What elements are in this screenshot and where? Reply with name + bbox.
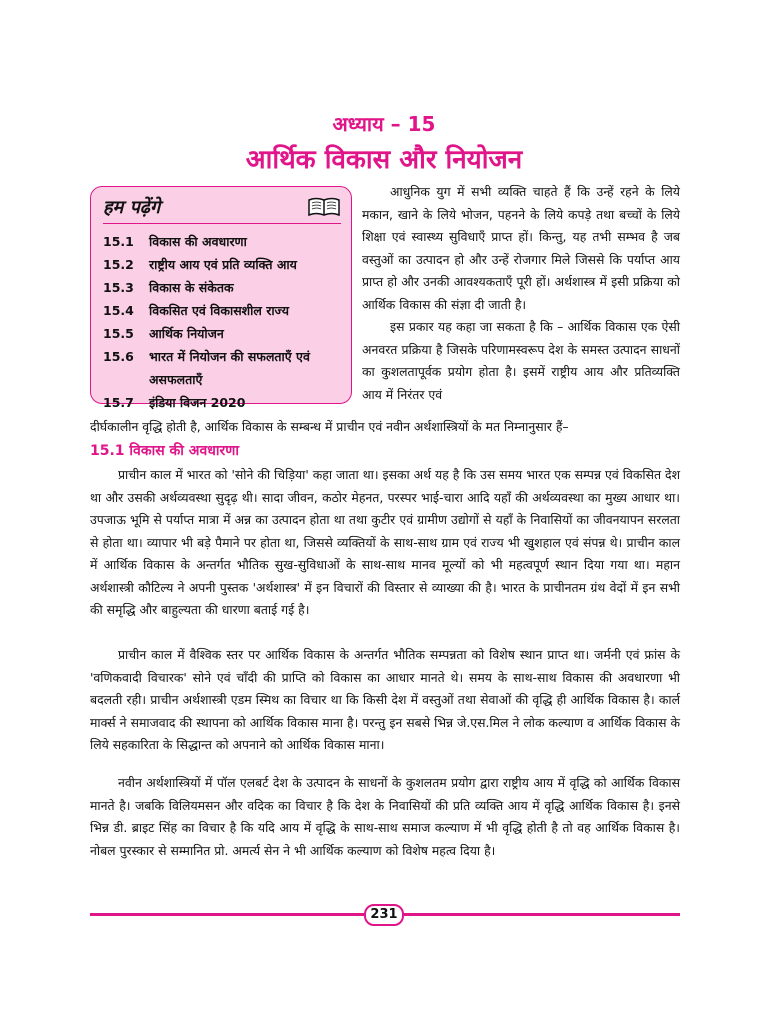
section-paragraph-3: नवीन अर्थशास्त्रियों में पॉल एलबर्ट देश के उत्पादन के साधनों के कुशलतम प्रयोग द्वारा राष्ट्रीय आय में वृद्धि को आर्थिक विकास मानते है। जबकि विलियमसन और वदिक का विचार है कि देश के निवासियों की प्रति व्यक्ति आय में वृद्धि आर्थिक विकास है। इनसे भिन्न डी. ब्राइट सिंह का विचार है कि यदि आय में वृद्धि के साथ-साथ समाज कल्याण में भी वृद्धि होती है तो वह आर्थिक विकास है। नोबल पुरस्कार से सम्मानित प्रो. अमर्त्य सेन ने भी आर्थिक कल्याण को विशेष महत्व दिया है। <box>90 775 680 858</box>
learning-box-header <box>103 195 341 224</box>
intro-paragraph-1: आधुनिक युग में सभी व्यक्ति चाहते हैं कि उन्हें रहने के लिये मकान, खाने के लिये भोजन, पहनने के लिये कपड़े तथा बच्चों के लिये शिक्षा एवं स्वास्थ्य सुविधाएँ प्राप्त हों। किन्तु, यह तभी सम्भव है जब वस्तुओं का उत्पादन हो और उन्हें रोजगार मिले जिससे कि पर्याप्त आय प्राप्त हो और उनकी आवश्यकताएँ पूरी हों। अर्थशास्त्र में इसी प्रक्रिया को आर्थिक विकास की संज्ञा दी जाती है। <box>362 184 680 312</box>
list-item: 15.1 विकास की अवधारणा <box>103 234 247 249</box>
chapter-number: अध्याय – 15 <box>332 112 436 136</box>
section-paragraph-2: प्राचीन काल में वैश्विक स्तर पर आर्थिक विकास के अन्तर्गत भौतिक सम्पन्नता को विशेष स्थान प्राप्त था। जर्मनी एवं फ्रांस के 'वणिकवादी विचारक' सोने एवं चाँदी की प्राप्ति को विकास का आधार मानते थे। समय के साथ-साथ विकास की अवधारणा भी बदलती रही। प्राचीन अर्थशास्त्री एडम स्मिथ का विचार था कि किसी देश में वस्तुओं तथा सेवाओं की वृद्धि ही आर्थिक विकास है। कार्ल मार्क्स ने समाजवाद की स्थापना को आर्थिक विकास माना है। परन्तु इन सबसे भिन्न जे.एस.मिल ने लोक कल्याण व आर्थिक विकास के लिये सहकारिता के सिद्धान्त को अपनाने को आर्थिक विकास माना। <box>90 647 680 752</box>
intro-paragraph-2: इस प्रकार यह कहा जा सकता है कि – आर्थिक विकास एक ऐसी अनवरत प्रक्रिया है जिसके परिणामस्वरूप देश के समस्त उत्पादन साधनों का कुशलतापूर्वक प्रयोग होता है। इसमें राष्ट्रीय आय और प्रतिव्यक्ति आय में निरंतर एवं <box>362 319 680 402</box>
open-book-icon <box>307 196 341 218</box>
list-item: 15.2 राष्ट्रीय आय एवं प्रति व्यक्ति आय <box>103 257 297 272</box>
learning-box-title: हम पढ़ेंगे <box>103 197 161 218</box>
chapter-title: आर्थिक विकास और नियोजन <box>245 145 523 175</box>
page-number: 231 <box>364 904 404 926</box>
list-item: 15.7 इंडिया विजन 2020 <box>103 395 246 410</box>
learning-topics-list <box>103 230 341 414</box>
list-item: 15.4 विकसित एवं विकासशील राज्य <box>103 303 289 318</box>
list-item: 15.5 आर्थिक नियोजन <box>103 326 224 341</box>
section-heading: 15.1 विकास की अवधारणा <box>90 443 239 459</box>
intro-paragraph-2-continued: दीर्घकालीन वृद्धि होती है, आर्थिक विकास के सम्बन्ध में प्राचीन एवं नवीन अर्थशास्त्रियों के मत निम्नानुसार हैं– <box>90 419 569 434</box>
list-item: 15.3 विकास के संकेतक <box>103 280 234 295</box>
list-item: 15.6 भारत में नियोजन की सफलताएँ एवं असफलताएँ <box>103 349 310 387</box>
learning-box <box>90 186 352 410</box>
section-paragraph-1: प्राचीन काल में भारत को 'सोने की चिड़िया' कहा जाता था। इसका अर्थ यह है कि उस समय भारत एक सम्पन्न एवं विकसित देश था और उसकी अर्थव्यवस्था सुदृढ़ थी। सादा जीवन, कठोर मेहनत, परस्पर भाई-चारा आदि यहाँ की अर्थव्यवस्था का मुख्य आधार था। उपजाऊ भूमि से पर्याप्त मात्रा में अन्न का उत्पादन होता था तथा कुटीर एवं ग्रामीण उद्योगों से यहाँ के निवासियों का जीवनयापन सरलता से होता था। व्यापार भी बड़े पैमाने पर होता था, जिससे व्यक्तियों के साथ-साथ ग्राम एवं राज्य भी खुशहाल एवं संपन्न थे। प्राचीन काल में आर्थिक विकास के अन्तर्गत भौतिक सुख-सुविधाओं के साथ-साथ मानव मूल्यों को भी महत्वपूर्ण स्थान दिया गया था। महान अर्थशास्त्री कौटिल्य ने अपनी पुस्तक 'अर्थशास्त्र' में इन विचारों की विस्तार से व्याख्या की है। भारत के प्राचीनतम ग्रंथ वेदों में इन सभी की समृद्धि और बाहुल्यता की धारणा बताई गई है। <box>90 467 680 617</box>
intro-column <box>362 181 680 406</box>
